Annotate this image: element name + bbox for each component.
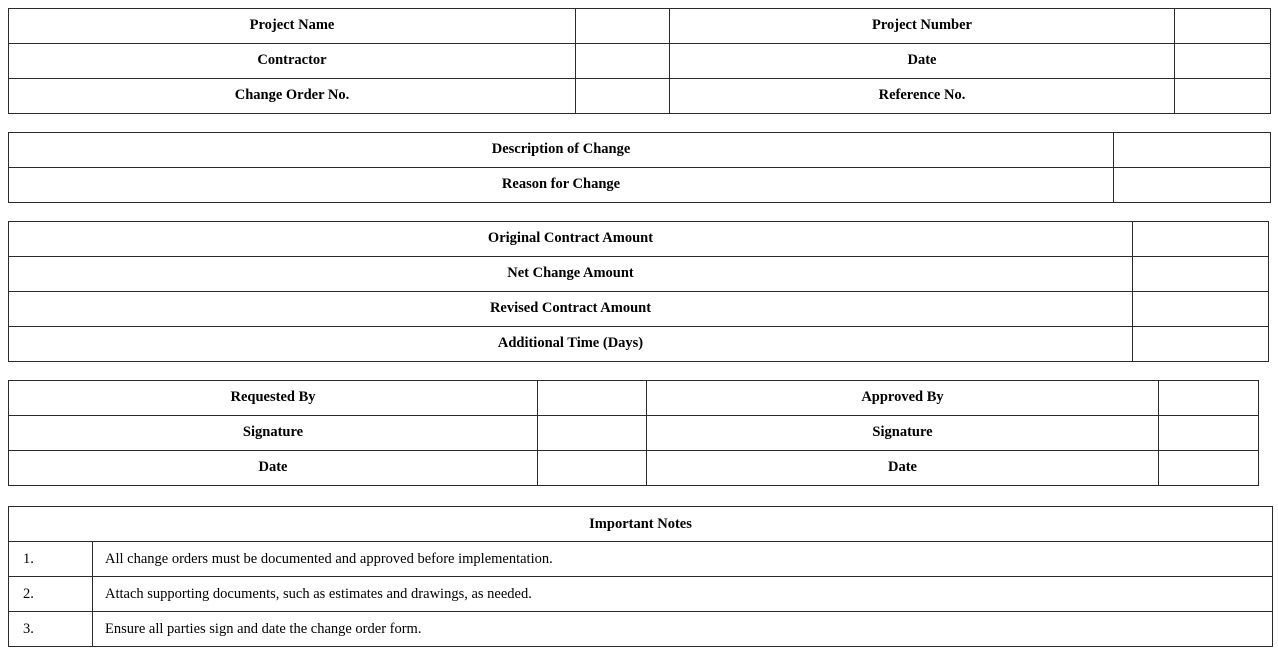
table-row — [9, 451, 1259, 486]
table-row — [9, 222, 1269, 257]
note-number: 3. — [9, 612, 93, 647]
label-change-order-no: Change Order No. — [9, 79, 576, 114]
label-additional-time-days: Additional Time (Days) — [9, 327, 1133, 362]
table-row — [9, 381, 1259, 416]
label-original-contract-amount: Original Contract Amount — [9, 222, 1133, 257]
table-row — [9, 416, 1259, 451]
contract-amounts-table — [8, 221, 1269, 362]
field-requested-by-signature[interactable] — [538, 416, 647, 451]
label-net-change-amount: Net Change Amount — [9, 257, 1133, 292]
label-contractor: Contractor — [9, 44, 576, 79]
field-approved-by-date[interactable] — [1159, 451, 1259, 486]
field-project-number[interactable] — [1175, 9, 1271, 44]
table-row — [9, 79, 1271, 114]
field-description-of-change[interactable] — [1114, 133, 1271, 168]
label-project-number: Project Number — [670, 9, 1175, 44]
field-additional-time-days[interactable] — [1133, 327, 1269, 362]
table-row — [9, 168, 1271, 203]
project-information-table — [8, 8, 1271, 114]
table-row — [9, 9, 1271, 44]
notes-header-row — [9, 507, 1273, 542]
field-project-name[interactable] — [576, 9, 670, 44]
field-date[interactable] — [1175, 44, 1271, 79]
label-date: Date — [670, 44, 1175, 79]
label-description-of-change: Description of Change — [9, 133, 1114, 168]
field-approved-by[interactable] — [1159, 381, 1259, 416]
label-revised-contract-amount: Revised Contract Amount — [9, 292, 1133, 327]
list-item — [9, 577, 1273, 612]
important-notes-table — [8, 506, 1273, 647]
field-net-change-amount[interactable] — [1133, 257, 1269, 292]
label-requested-by-date: Date — [9, 451, 538, 486]
table-row — [9, 292, 1269, 327]
field-reason-for-change[interactable] — [1114, 168, 1271, 203]
signatures-table — [8, 380, 1259, 486]
note-text: All change orders must be documented and approved before implementation. — [93, 542, 1273, 577]
note-number: 1. — [9, 542, 93, 577]
label-reference-no: Reference No. — [670, 79, 1175, 114]
label-approved-by: Approved By — [647, 381, 1159, 416]
table-row — [9, 257, 1269, 292]
table-row — [9, 327, 1269, 362]
field-change-order-no[interactable] — [576, 79, 670, 114]
table-row — [9, 133, 1271, 168]
field-contractor[interactable] — [576, 44, 670, 79]
note-text: Ensure all parties sign and date the change order form. — [93, 612, 1273, 647]
label-requested-by-signature: Signature — [9, 416, 538, 451]
note-number: 2. — [9, 577, 93, 612]
list-item — [9, 542, 1273, 577]
label-approved-by-signature: Signature — [647, 416, 1159, 451]
field-requested-by-date[interactable] — [538, 451, 647, 486]
label-approved-by-date: Date — [647, 451, 1159, 486]
label-project-name: Project Name — [9, 9, 576, 44]
field-approved-by-signature[interactable] — [1159, 416, 1259, 451]
note-text: Attach supporting documents, such as estimates and drawings, as needed. — [93, 577, 1273, 612]
change-description-table — [8, 132, 1271, 203]
label-reason-for-change: Reason for Change — [9, 168, 1114, 203]
important-notes-title: Important Notes — [9, 507, 1273, 542]
field-revised-contract-amount[interactable] — [1133, 292, 1269, 327]
table-row — [9, 44, 1271, 79]
field-original-contract-amount[interactable] — [1133, 222, 1269, 257]
field-reference-no[interactable] — [1175, 79, 1271, 114]
list-item — [9, 612, 1273, 647]
field-requested-by[interactable] — [538, 381, 647, 416]
label-requested-by: Requested By — [9, 381, 538, 416]
